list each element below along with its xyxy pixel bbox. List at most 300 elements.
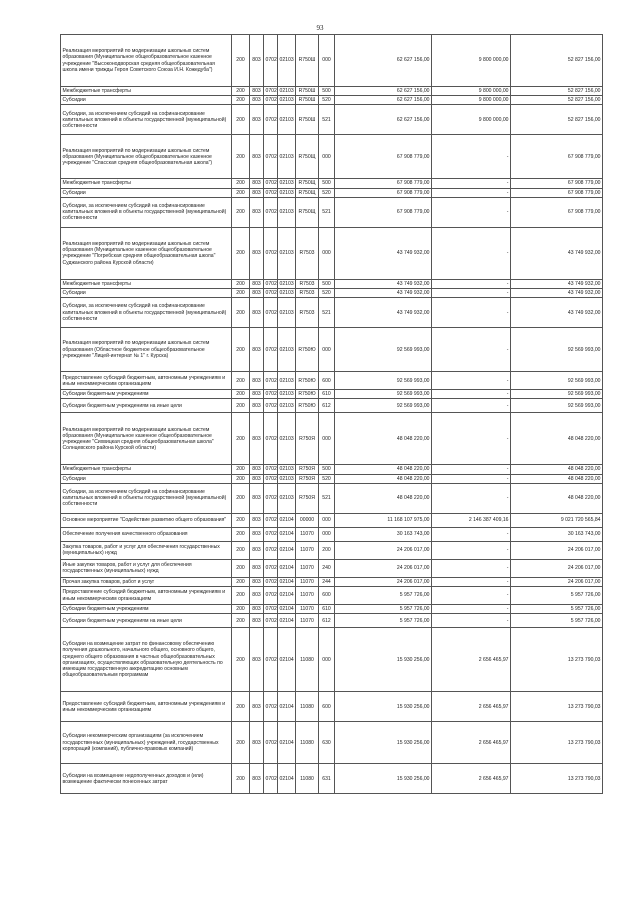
- grbs-code: 200: [232, 399, 250, 413]
- section-code: 803: [250, 605, 264, 614]
- subsection-code: 0702: [264, 328, 278, 372]
- table-row: [61, 483, 603, 513]
- expense-type-code: 000: [319, 35, 335, 87]
- table-row: [61, 513, 603, 527]
- subsection-code: 0702: [264, 541, 278, 559]
- row-name: Субсидии бюджетным учреждениям: [61, 605, 232, 614]
- target-article-subcode: R750Ю: [296, 390, 319, 399]
- grbs-code: 200: [232, 328, 250, 372]
- target-article-subcode: R750Ю: [296, 372, 319, 390]
- total-amount: 15 930 256,00: [335, 764, 432, 794]
- table-row: [61, 372, 603, 390]
- row-name: Предоставление субсидий бюджетным, автономным учреждениям и иным некоммерческим организациям: [61, 692, 232, 722]
- subsection-code: 0702: [265, 606, 277, 613]
- target-article-subcode: R750Я: [296, 474, 319, 483]
- subsection-code: 0702: [264, 413, 278, 465]
- table-row: [61, 399, 603, 413]
- federal-amount: 2 656 465,97: [432, 692, 511, 722]
- section-code: 803: [250, 372, 264, 390]
- expense-type-code: 000: [319, 413, 335, 465]
- table-row: [61, 559, 603, 577]
- subsection-code: 0702: [264, 559, 278, 577]
- row-name: Обеспечение получения качественного образования: [61, 527, 232, 541]
- table-row: [61, 298, 603, 328]
- target-article-subcode: 11080: [296, 722, 319, 764]
- target-article-code: 02104: [278, 764, 296, 794]
- grbs-code: 200: [232, 179, 250, 188]
- regional-amount: 30 163 743,00: [511, 527, 603, 541]
- grbs-code: 200: [232, 577, 250, 586]
- regional-amount: 67 908 779,00: [511, 188, 603, 197]
- federal-amount: -: [432, 483, 511, 513]
- federal-amount: 9 800 000,00: [432, 35, 511, 87]
- table-row: [61, 279, 603, 288]
- regional-amount: 52 827 156,00: [511, 35, 603, 87]
- table-row: [61, 692, 603, 722]
- table-row: [61, 628, 603, 692]
- regional-amount: 92 569 993,00: [511, 390, 603, 399]
- subsection-code: 0702: [265, 97, 277, 104]
- federal-amount: -: [432, 227, 511, 279]
- page-number: 93: [316, 24, 324, 32]
- target-article-code: 02103: [278, 105, 296, 135]
- target-article-subcode: R750Щ: [296, 135, 319, 179]
- total-amount: 15 930 256,00: [335, 722, 432, 764]
- target-article-subcode: R750Ю: [296, 328, 319, 372]
- subsection-code: 0702: [264, 764, 278, 794]
- section-code: 803: [250, 328, 264, 372]
- section-code: 803: [250, 399, 264, 413]
- total-amount: 48 048 220,00: [335, 465, 432, 474]
- expense-type-code: 520: [319, 289, 335, 298]
- regional-amount: 48 048 220,00: [511, 474, 603, 483]
- regional-amount: 13 273 790,03: [511, 722, 603, 764]
- section-code: 803: [250, 390, 264, 399]
- table-row: [61, 35, 603, 87]
- target-article-subcode: R750Ш: [296, 105, 319, 135]
- table-row: [61, 605, 603, 614]
- expense-type-code: 500: [319, 87, 335, 96]
- expense-type-code: 520: [319, 96, 335, 105]
- target-article-subcode: R7503: [296, 227, 319, 279]
- budget-table-body: [61, 35, 603, 794]
- federal-amount: -: [432, 577, 511, 586]
- target-article-code: 02103: [278, 328, 296, 372]
- federal-amount: 9 800 000,00: [432, 96, 511, 105]
- grbs-code: 200: [232, 390, 250, 399]
- expense-type-code: 000: [319, 227, 335, 279]
- expense-type-code: 000: [319, 513, 335, 527]
- target-article-subcode: 11080: [296, 628, 319, 692]
- target-article-subcode: R750Ю: [296, 399, 319, 413]
- total-amount: 67 908 779,00: [335, 135, 432, 179]
- federal-amount: -: [432, 328, 511, 372]
- grbs-code: 200: [232, 614, 250, 628]
- federal-amount: 2 146 387 409,16: [432, 513, 511, 527]
- federal-amount: -: [432, 474, 511, 483]
- target-article-code: 02103: [278, 197, 296, 227]
- target-article-code: 02103: [279, 475, 294, 482]
- total-amount: 43 749 932,00: [335, 279, 432, 288]
- grbs-code: 200: [232, 483, 250, 513]
- target-article-code: 02104: [278, 541, 296, 559]
- section-code: 803: [250, 722, 264, 764]
- total-amount: 92 569 993,00: [335, 372, 432, 390]
- target-article-subcode: 11070: [296, 559, 319, 577]
- target-article-subcode: R750Щ: [296, 188, 319, 197]
- subsection-code: 0702: [265, 189, 277, 196]
- section-code: 803: [250, 628, 264, 692]
- table-row: [61, 465, 603, 474]
- row-name: Субсидии бюджетным учреждениям на иные цели: [61, 399, 232, 413]
- expense-type-code: 600: [319, 372, 335, 390]
- target-article-code: 02103: [279, 189, 294, 196]
- section-code: 803: [250, 298, 264, 328]
- section-code: 803: [250, 764, 264, 794]
- regional-amount: 5 957 726,00: [511, 587, 603, 605]
- row-name: Субсидии некоммерческим организациям (за исключением государственных (муниципальных) учреждений, государственных корпораций (компаний), публично-правовых компаний): [61, 722, 232, 764]
- total-amount: 62 627 156,00: [335, 35, 432, 87]
- subsection-code: 0702: [264, 298, 278, 328]
- row-name: Субсидии: [61, 289, 232, 298]
- row-name: Межбюджетные трансферты: [61, 87, 232, 96]
- expense-type-code: 500: [319, 465, 335, 474]
- subsection-code: 0702: [264, 587, 278, 605]
- grbs-code: 200: [232, 605, 250, 614]
- row-name: Реализация мероприятий по модернизации школьных систем образования (Муниципальное общеобразовательное казенное учреждение "Спасская средняя общеобразовательная школа"): [61, 135, 232, 179]
- section-code: 803: [250, 692, 264, 722]
- federal-amount: -: [432, 179, 511, 188]
- total-amount: 11 168 107 975,00: [335, 513, 432, 527]
- regional-amount: 52 827 156,00: [511, 105, 603, 135]
- target-article-subcode: 11080: [296, 764, 319, 794]
- section-code: 803: [250, 474, 264, 483]
- federal-amount: -: [432, 605, 511, 614]
- row-name: Субсидии: [61, 96, 232, 105]
- subsection-code: 0702: [264, 483, 278, 513]
- section-code: 803: [250, 587, 264, 605]
- federal-amount: -: [432, 559, 511, 577]
- regional-amount: 48 048 220,00: [511, 465, 603, 474]
- grbs-code: 200: [232, 722, 250, 764]
- total-amount: 15 930 256,00: [335, 692, 432, 722]
- target-article-subcode: 11070: [296, 587, 319, 605]
- federal-amount: -: [432, 289, 511, 298]
- table-row: [61, 764, 603, 794]
- subsection-code: 0702: [264, 135, 278, 179]
- table-row: [61, 328, 603, 372]
- target-article-code: 02104: [278, 559, 296, 577]
- table-row: [61, 87, 603, 96]
- total-amount: 5 957 726,00: [335, 587, 432, 605]
- grbs-code: 200: [232, 413, 250, 465]
- row-name: Предоставление субсидий бюджетным, автономным учреждениям и иным некоммерческим организациям: [61, 587, 232, 605]
- total-amount: 92 569 993,00: [335, 399, 432, 413]
- target-article-code: 02104: [278, 614, 296, 628]
- table-row: [61, 413, 603, 465]
- target-article-code: 02103: [279, 280, 294, 287]
- table-row: [61, 227, 603, 279]
- table-row: [61, 527, 603, 541]
- expense-type-code: 500: [319, 279, 335, 288]
- section-code: 803: [250, 289, 264, 298]
- section-code: 803: [250, 96, 264, 105]
- section-code: 803: [250, 135, 264, 179]
- grbs-code: 200: [232, 513, 250, 527]
- row-name: Межбюджетные трансферты: [61, 279, 232, 288]
- expense-type-code: 200: [319, 541, 335, 559]
- target-article-code: 02104: [278, 722, 296, 764]
- expense-type-code: 612: [319, 614, 335, 628]
- target-article-subcode: R7503: [296, 289, 319, 298]
- target-article-subcode: 11070: [296, 614, 319, 628]
- section-code: 803: [250, 188, 264, 197]
- target-article-subcode: R7503: [296, 298, 319, 328]
- expense-type-code: 630: [319, 722, 335, 764]
- section-code: 803: [250, 541, 264, 559]
- federal-amount: -: [432, 135, 511, 179]
- regional-amount: 67 908 779,00: [511, 197, 603, 227]
- row-name: Субсидии, за исключением субсидий на софинансирование капитальных вложений в объекты государственной (муниципальной) собственности: [61, 197, 232, 227]
- section-code: 803: [250, 527, 264, 541]
- grbs-code: 200: [232, 559, 250, 577]
- regional-amount: 67 908 779,00: [511, 135, 603, 179]
- total-amount: 48 048 220,00: [335, 474, 432, 483]
- regional-amount: 24 206 017,00: [511, 577, 603, 586]
- total-amount: 92 569 993,00: [335, 328, 432, 372]
- federal-amount: 9 800 000,00: [432, 87, 511, 96]
- target-article-code: 02103: [278, 298, 296, 328]
- subsection-code: 0702: [264, 722, 278, 764]
- regional-amount: 52 827 156,00: [511, 96, 603, 105]
- total-amount: 62 627 156,00: [335, 105, 432, 135]
- federal-amount: -: [432, 372, 511, 390]
- subsection-code: 0702: [264, 372, 278, 390]
- row-name: Реализация мероприятий по модернизации школьных систем образования (Муниципальное казенное общеобразовательное учреждение "Сихвицкая средняя общеобразовательная школа" Солнцевского района Курской области): [61, 413, 232, 465]
- target-article-code: 02103: [278, 399, 296, 413]
- expense-type-code: 600: [319, 587, 335, 605]
- total-amount: 62 627 156,00: [335, 96, 432, 105]
- target-article-code: 02103: [279, 391, 294, 398]
- section-code: 803: [250, 197, 264, 227]
- federal-amount: -: [432, 298, 511, 328]
- regional-amount: 13 273 790,03: [511, 764, 603, 794]
- total-amount: 43 749 932,00: [335, 289, 432, 298]
- row-name: Субсидии, за исключением субсидий на софинансирование капитальных вложений в объекты государственной (муниципальной) собственности: [61, 298, 232, 328]
- grbs-code: 200: [232, 35, 250, 87]
- expense-type-code: 600: [319, 692, 335, 722]
- target-article-subcode: R750Я: [296, 483, 319, 513]
- federal-amount: -: [432, 541, 511, 559]
- section-code: 803: [250, 279, 264, 288]
- target-article-subcode: R750Ш: [296, 35, 319, 87]
- section-code: 803: [250, 413, 264, 465]
- target-article-subcode: 11070: [296, 527, 319, 541]
- regional-amount: 13 273 790,03: [511, 628, 603, 692]
- row-name: Реализация мероприятий по модернизации школьных систем образования (Областное бюджетное общеобразовательное учреждение "Лицей-интернат № 1" г. Курска): [61, 328, 232, 372]
- target-article-code: 02103: [279, 180, 294, 187]
- regional-amount: 43 749 932,00: [511, 279, 603, 288]
- row-name: Реализация мероприятий по модернизации школьных систем образования (Муниципальное казенное общеобразовательное учреждение "Погребская средняя общеобразовательная школа" Суджанского района Курской области): [61, 227, 232, 279]
- federal-amount: -: [432, 197, 511, 227]
- total-amount: 92 569 993,00: [335, 390, 432, 399]
- target-article-code: 02103: [278, 35, 296, 87]
- total-amount: 62 627 156,00: [335, 87, 432, 96]
- table-row: [61, 577, 603, 586]
- target-article-code: 02103: [278, 413, 296, 465]
- grbs-code: 200: [232, 527, 250, 541]
- subsection-code: 0702: [265, 578, 277, 585]
- expense-type-code: 521: [319, 298, 335, 328]
- regional-amount: 24 206 017,00: [511, 541, 603, 559]
- section-code: 803: [250, 513, 264, 527]
- federal-amount: -: [432, 413, 511, 465]
- section-code: 803: [250, 87, 264, 96]
- grbs-code: 200: [232, 135, 250, 179]
- expense-type-code: 500: [319, 179, 335, 188]
- regional-amount: 43 749 932,00: [511, 227, 603, 279]
- expense-type-code: 612: [319, 399, 335, 413]
- target-article-code: 02104: [278, 527, 296, 541]
- federal-amount: -: [432, 527, 511, 541]
- target-article-subcode: R750Ш: [296, 96, 319, 105]
- subsection-code: 0702: [264, 513, 278, 527]
- subsection-code: 0702: [265, 180, 277, 187]
- row-name: Предоставление субсидий бюджетным, автономным учреждениям и иным некоммерческим организациям: [61, 372, 232, 390]
- grbs-code: 200: [232, 279, 250, 288]
- row-name: Закупка товаров, работ и услуг для обеспечения государственных (муниципальных) нужд: [61, 541, 232, 559]
- target-article-code: 02104: [279, 578, 294, 585]
- grbs-code: 200: [232, 764, 250, 794]
- target-article-code: 02103: [279, 466, 294, 473]
- target-article-code: 02104: [278, 692, 296, 722]
- grbs-code: 200: [232, 96, 250, 105]
- total-amount: 24 206 017,00: [335, 541, 432, 559]
- total-amount: 48 048 220,00: [335, 483, 432, 513]
- section-code: 803: [250, 35, 264, 87]
- total-amount: 5 957 726,00: [335, 614, 432, 628]
- section-code: 803: [250, 483, 264, 513]
- row-name: Субсидии на возмещение недополученных доходов и (или) возмещение фактически понесенных затрат: [61, 764, 232, 794]
- grbs-code: 200: [232, 628, 250, 692]
- table-row: [61, 188, 603, 197]
- table-row: [61, 541, 603, 559]
- expense-type-code: 000: [319, 527, 335, 541]
- expense-type-code: 000: [319, 628, 335, 692]
- regional-amount: 24 206 017,00: [511, 559, 603, 577]
- regional-amount: 48 048 220,00: [511, 483, 603, 513]
- subsection-code: 0702: [264, 692, 278, 722]
- target-article-code: 02103: [279, 97, 294, 104]
- federal-amount: -: [432, 614, 511, 628]
- federal-amount: 2 656 465,97: [432, 722, 511, 764]
- regional-amount: 92 569 993,00: [511, 399, 603, 413]
- regional-amount: 67 908 779,00: [511, 179, 603, 188]
- expense-type-code: 000: [319, 135, 335, 179]
- target-article-code: 02103: [278, 227, 296, 279]
- expense-type-code: 240: [319, 559, 335, 577]
- expense-type-code: 520: [319, 474, 335, 483]
- total-amount: 5 957 726,00: [335, 605, 432, 614]
- total-amount: 43 749 932,00: [335, 227, 432, 279]
- grbs-code: 200: [232, 587, 250, 605]
- row-name: Прочая закупка товаров, работ и услуг: [61, 577, 232, 586]
- expense-type-code: 521: [319, 105, 335, 135]
- regional-amount: 9 021 720 565,84: [511, 513, 603, 527]
- regional-amount: 92 569 993,00: [511, 372, 603, 390]
- section-code: 803: [250, 614, 264, 628]
- subsection-code: 0702: [264, 227, 278, 279]
- subsection-code: 0702: [264, 628, 278, 692]
- federal-amount: -: [432, 390, 511, 399]
- grbs-code: 200: [232, 289, 250, 298]
- grbs-code: 200: [232, 692, 250, 722]
- section-code: 803: [250, 179, 264, 188]
- regional-amount: 5 957 726,00: [511, 614, 603, 628]
- total-amount: 43 749 932,00: [335, 298, 432, 328]
- row-name: Межбюджетные трансферты: [61, 179, 232, 188]
- row-name: Основное мероприятие "Содействие развитию общего образования": [61, 513, 232, 527]
- grbs-code: 200: [232, 465, 250, 474]
- table-row: [61, 179, 603, 188]
- target-article-subcode: 11070: [296, 541, 319, 559]
- subsection-code: 0702: [264, 35, 278, 87]
- regional-amount: 52 827 156,00: [511, 87, 603, 96]
- regional-amount: 92 569 993,00: [511, 328, 603, 372]
- row-name: Субсидии: [61, 188, 232, 197]
- subsection-code: 0702: [265, 391, 277, 398]
- regional-amount: 48 048 220,00: [511, 413, 603, 465]
- total-amount: 48 048 220,00: [335, 413, 432, 465]
- section-code: 803: [250, 227, 264, 279]
- table-row: [61, 614, 603, 628]
- target-article-code: 02104: [278, 587, 296, 605]
- table-row: [61, 722, 603, 764]
- target-article-code: 02103: [279, 88, 294, 94]
- target-article-code: 02104: [278, 628, 296, 692]
- expense-type-code: 244: [319, 577, 335, 586]
- table-row: [61, 289, 603, 298]
- total-amount: 24 206 017,00: [335, 559, 432, 577]
- federal-amount: 2 656 465,97: [432, 628, 511, 692]
- subsection-code: 0702: [264, 399, 278, 413]
- federal-amount: -: [432, 399, 511, 413]
- target-article-code: 02103: [278, 135, 296, 179]
- row-name: Межбюджетные трансферты: [61, 465, 232, 474]
- table-row: [61, 197, 603, 227]
- total-amount: 24 206 017,00: [335, 577, 432, 586]
- row-name: Субсидии: [61, 474, 232, 483]
- grbs-code: 200: [232, 298, 250, 328]
- federal-amount: -: [432, 587, 511, 605]
- target-article-subcode: R750Я: [296, 413, 319, 465]
- subsection-code: 0702: [265, 280, 277, 287]
- target-article-subcode: 11080: [296, 692, 319, 722]
- expense-type-code: 521: [319, 197, 335, 227]
- subsection-code: 0702: [265, 466, 277, 473]
- row-name: Субсидии, за исключением субсидий на софинансирование капитальных вложений в объекты государственной (муниципальной) собственности: [61, 483, 232, 513]
- subsection-code: 0702: [264, 614, 278, 628]
- section-code: 803: [250, 559, 264, 577]
- regional-amount: 43 749 932,00: [511, 289, 603, 298]
- regional-amount: 43 749 932,00: [511, 298, 603, 328]
- section-code: 803: [250, 577, 264, 586]
- target-article-code: 02104: [279, 606, 294, 613]
- table-row: [61, 105, 603, 135]
- total-amount: 30 163 743,00: [335, 527, 432, 541]
- federal-amount: 2 656 465,97: [432, 764, 511, 794]
- target-article-subcode: R750Ш: [296, 87, 319, 96]
